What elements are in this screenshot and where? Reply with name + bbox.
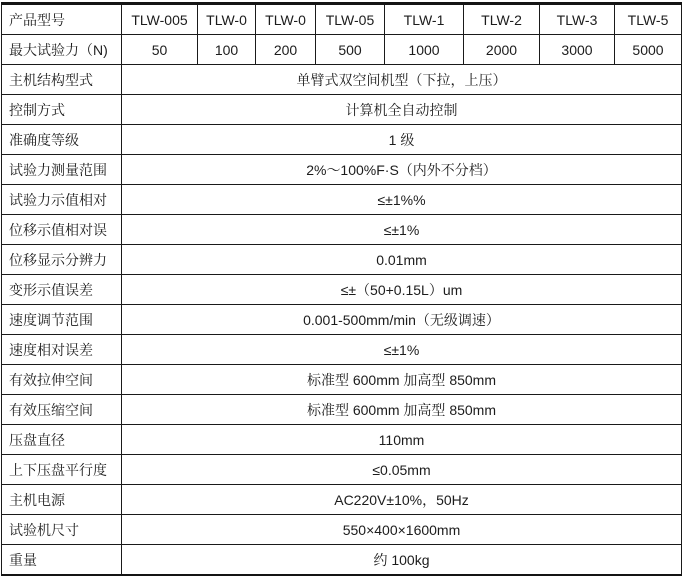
- spec-value-cell: 标准型 600mm 加高型 850mm: [122, 395, 682, 425]
- spec-label-cell: 位移示值相对误: [2, 215, 122, 245]
- model-cell: TLW-05: [316, 4, 385, 35]
- force-cell: 3000: [540, 35, 615, 65]
- spec-label-cell: 有效拉伸空间: [2, 365, 122, 395]
- table-row-spec: [2, 185, 682, 215]
- spec-label-cell: 试验力测量范围: [2, 155, 122, 185]
- table-row-spec: [2, 515, 682, 545]
- force-cell: 2000: [464, 35, 540, 65]
- force-cell: 50: [122, 35, 198, 65]
- force-cell: 1000: [385, 35, 464, 65]
- spec-label-cell: 主机电源: [2, 485, 122, 515]
- spec-label-cell: 变形示值误差: [2, 275, 122, 305]
- table-row-spec: [2, 245, 682, 275]
- table-row-spec: [2, 425, 682, 455]
- model-cell: TLW-0: [256, 4, 316, 35]
- model-cell: TLW-5: [615, 4, 682, 35]
- spec-label-cell: 速度相对误差: [2, 335, 122, 365]
- spec-value-cell: 0.01mm: [122, 245, 682, 275]
- spec-label-cell: 试验机尺寸: [2, 515, 122, 545]
- table-row-spec: [2, 275, 682, 305]
- spec-label-cell: 有效压缩空间: [2, 395, 122, 425]
- table-row-spec: [2, 95, 682, 125]
- spec-value-cell: ≤±1%%: [122, 185, 682, 215]
- table-row-spec: [2, 155, 682, 185]
- model-cell: TLW-1: [385, 4, 464, 35]
- spec-value-cell: ≤±（50+0.15L）um: [122, 275, 682, 305]
- table-row-spec: [2, 305, 682, 335]
- table-row-spec: [2, 125, 682, 155]
- spec-value-cell: 约 100kg: [122, 545, 682, 576]
- spec-label-cell: 准确度等级: [2, 125, 122, 155]
- spec-label-cell: 主机结构型式: [2, 65, 122, 95]
- model-cell: TLW-005: [122, 4, 198, 35]
- force-cell: 200: [256, 35, 316, 65]
- force-cell: 5000: [615, 35, 682, 65]
- spec-value-cell: 计算机全自动控制: [122, 95, 682, 125]
- table-row-spec: [2, 395, 682, 425]
- table-row-spec: [2, 65, 682, 95]
- table-row-spec: [2, 335, 682, 365]
- table-row-spec: [2, 545, 682, 576]
- model-row-label: 产品型号: [2, 4, 122, 35]
- table-row-spec: [2, 365, 682, 395]
- spec-label-cell: 位移显示分辨力: [2, 245, 122, 275]
- spec-value-cell: 110mm: [122, 425, 682, 455]
- spec-value-cell: 2%～100%F·S（内外不分档）: [122, 155, 682, 185]
- spec-label-cell: 控制方式: [2, 95, 122, 125]
- model-cell: TLW-0: [198, 4, 256, 35]
- spec-label-cell: 试验力示值相对: [2, 185, 122, 215]
- spec-value-cell: 550×400×1600mm: [122, 515, 682, 545]
- spec-label-cell: 重量: [2, 545, 122, 576]
- force-row-label: 最大试验力（N): [2, 35, 122, 65]
- model-cell: TLW-2: [464, 4, 540, 35]
- spec-value-cell: AC220V±10%，50Hz: [122, 485, 682, 515]
- spec-value-cell: ≤±1%: [122, 215, 682, 245]
- product-spec-table: [1, 2, 682, 576]
- spec-value-cell: ≤±1%: [122, 335, 682, 365]
- spec-value-cell: 0.001-500mm/min（无级调速）: [122, 305, 682, 335]
- model-cell: TLW-3: [540, 4, 615, 35]
- table-row-max-force: [2, 35, 682, 65]
- table-row-spec: [2, 215, 682, 245]
- spec-label-cell: 上下压盘平行度: [2, 455, 122, 485]
- spec-value-cell: ≤0.05mm: [122, 455, 682, 485]
- table-row-spec: [2, 485, 682, 515]
- spec-value-cell: 标准型 600mm 加高型 850mm: [122, 365, 682, 395]
- table-row-spec: [2, 455, 682, 485]
- spec-value-cell: 单臂式双空间机型（下拉，上压）: [122, 65, 682, 95]
- spec-label-cell: 压盘直径: [2, 425, 122, 455]
- force-cell: 500: [316, 35, 385, 65]
- table-row-model: [2, 4, 682, 35]
- force-cell: 100: [198, 35, 256, 65]
- spec-label-cell: 速度调节范围: [2, 305, 122, 335]
- spec-value-cell: 1 级: [122, 125, 682, 155]
